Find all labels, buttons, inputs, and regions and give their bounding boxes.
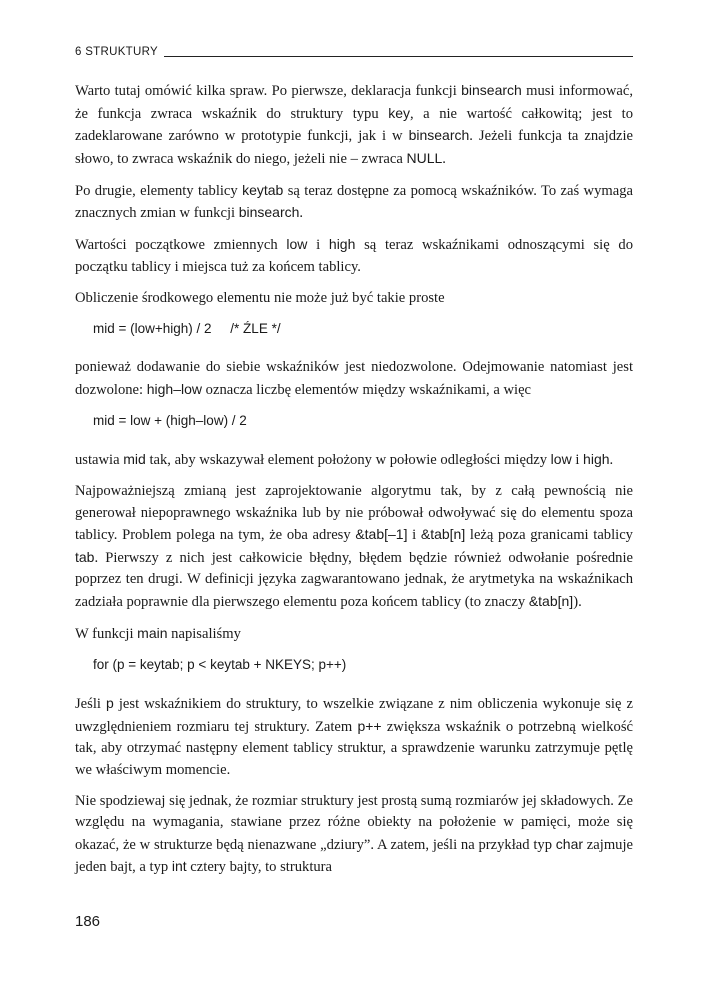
- running-header: [75, 45, 633, 59]
- paragraph: Obliczenie środkowego elementu nie może już być takie proste: [75, 289, 445, 306]
- code-term: binsearch: [238, 204, 300, 220]
- code-term: &tab[n]: [420, 526, 466, 542]
- paragraph: ponieważ dodawanie do siebie wskaźników jest niedozwolone. Odejmowanie natomiast jest dozwolone: high–low oznacza liczbę elementów między wskaźnikami, a więc: [75, 359, 633, 398]
- paragraph: Wartości początkowe zmiennych low i high są teraz wskaźnikami odnoszącymi się do początku tablicy i miejsca tuż za końcem tablicy.: [75, 236, 634, 275]
- paragraph: W funkcji main napisaliśmy: [75, 624, 241, 642]
- header-rule: [164, 56, 633, 57]
- code-term: key: [388, 104, 410, 121]
- code-term: high: [583, 451, 610, 467]
- code-term: tab: [75, 548, 95, 565]
- code-term: main: [137, 624, 168, 641]
- code-term: int: [171, 858, 187, 874]
- code-term: mid: [123, 451, 146, 467]
- paragraph: Po drugie, elementy tablicy keytab są teraz dostępne za pomocą wskaźników. To zaś wymaga znacznych zmian w funkcji binsearch.: [75, 181, 633, 221]
- code-term: high: [328, 236, 356, 252]
- code-term: char: [555, 835, 584, 852]
- paragraph: Jeśli p jest wskaźnikiem do struktury, to wszelkie związane z nim obliczenia wykonuje się z uwzględnieniem rozmiaru tej struktury. Zatem p++ zwiększa wskaźnik o potrzebną wielkość tak, aby otrzymać następny element tablicy struktur, a sprawdzenie warunku zatrzymuje pętlę we właściwym momencie.: [75, 695, 634, 778]
- paragraph: Warto tutaj omówić kilka spraw. Po pierwsze, deklaracja funkcji binsearch musi informować, że funkcja zwraca wskaźnik do struktury typu key, a nie wartość całkowitą; jest to zadeklarowane zarówno w prototypie funkcji, jak i w binsearch. Jeżeli funkcja ta znajdzie słowo, to zwraca wskaźnik do niego, jeżeli nie – zwraca NULL.: [75, 82, 633, 167]
- code-term: high–low: [146, 380, 203, 397]
- paragraph: Nie spodziewaj się jednak, że rozmiar struktury jest prostą sumą rozmiarów jej składowych. Ze względu na wymagania, stawiane przez różne obiekty na położenie w pamięci, może się okazać, że w strukturze będą nienazwane „dziury”. A zatem, jeśli na przykład typ char zajmuje jeden bajt, a typ int cztery bajty, to struktura: [75, 792, 633, 875]
- code-term: p++: [357, 717, 382, 734]
- page-number: 186: [75, 913, 101, 930]
- code-term: &tab[n]: [528, 592, 574, 609]
- code-line: for (p = keytab; p < keytab + NKEYS; p++): [93, 657, 347, 672]
- paragraph: Najpoważniejszą zmianą jest zaprojektowanie algorytmu tak, by z całą pewnością nie generował niepoprawnego wskaźnika lub by nie próbował odwoływać się do elementu spoza tablicy. Problem polega na tym, że oba adresy &tab[–1] i &tab[n] leżą poza granicami tablicy tab. Pierwszy z nich jest całkowicie błędny, błędem będzie również odwołanie pośrednie poprzez ten drugi. W definicji języka zagwarantowano jednak, że arytmetyka na wskaźnikach zadziała poprawnie dla pierwszego elementu poza końcem tablicy (to znaczy &tab[n]).: [75, 483, 633, 610]
- code-line: mid = (low+high) / 2 /* ŹLE */: [93, 321, 281, 336]
- code-term: keytab: [242, 181, 284, 198]
- code-term: NULL: [406, 149, 443, 166]
- chapter-title: 6 STRUKTURY: [75, 46, 158, 58]
- paragraph: ustawia mid tak, aby wskazywał element położony w połowie odległości między low i high.: [75, 451, 614, 468]
- code-term: &tab[–1]: [355, 526, 408, 542]
- code-term: p: [106, 695, 114, 711]
- code-term: low: [286, 236, 308, 252]
- code-line: mid = low + (high–low) / 2: [93, 413, 247, 428]
- code-term: binsearch: [408, 127, 470, 143]
- code-term: binsearch: [461, 82, 522, 98]
- page-body: [75, 80, 633, 888]
- code-term: low: [550, 451, 572, 467]
